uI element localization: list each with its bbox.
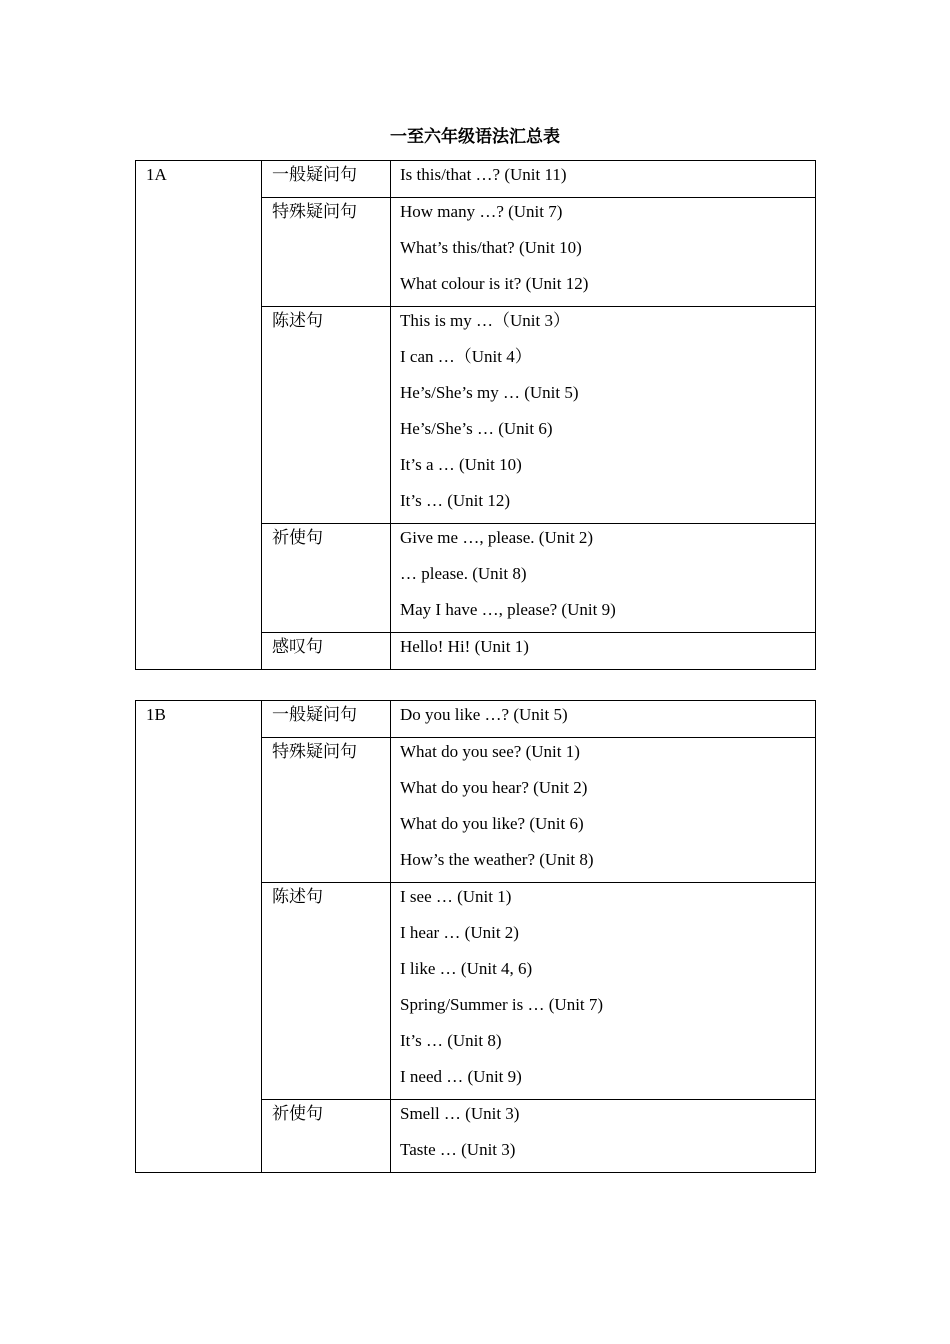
grade-cell xyxy=(136,701,262,1173)
sentence-type-cell xyxy=(262,633,391,670)
pattern-line: What do you hear? (Unit 2) xyxy=(400,778,588,797)
pattern-line: Do you like …? (Unit 5) xyxy=(400,705,568,724)
pattern-line: Hello! Hi! (Unit 1) xyxy=(400,637,529,656)
pattern-line: I hear … (Unit 2) xyxy=(400,923,519,942)
grammar-table-1b xyxy=(135,700,816,1173)
pattern-line: Is this/that …? (Unit 11) xyxy=(400,165,567,184)
sentence-type-label: 感叹句 xyxy=(272,637,323,656)
sentence-type-cell xyxy=(262,1100,391,1173)
sentence-type-label: 陈述句 xyxy=(272,311,323,330)
table-row xyxy=(136,161,816,198)
pattern-line: Spring/Summer is … (Unit 7) xyxy=(400,995,604,1014)
pattern-cell xyxy=(391,307,816,524)
pattern-line: How many …? (Unit 7) xyxy=(400,202,563,221)
sentence-type-label: 祈使句 xyxy=(272,528,323,547)
pattern-line: Smell … (Unit 3) xyxy=(400,1104,520,1123)
grade-cell xyxy=(136,161,262,670)
sentence-type-label: 特殊疑问句 xyxy=(272,202,357,221)
pattern-cell xyxy=(391,701,816,738)
pattern-line: How’s the weather? (Unit 8) xyxy=(400,850,594,869)
pattern-line: I see … (Unit 1) xyxy=(400,887,512,906)
pattern-line: … please. (Unit 8) xyxy=(400,564,527,583)
sentence-type-label: 陈述句 xyxy=(272,887,323,906)
sentence-type-cell xyxy=(262,524,391,633)
pattern-line: May I have …, please? (Unit 9) xyxy=(400,600,616,619)
pattern-line: He’s/She’s … (Unit 6) xyxy=(400,419,553,438)
pattern-line: He’s/She’s my … (Unit 5) xyxy=(400,383,579,402)
sentence-type-cell xyxy=(262,883,391,1100)
sentence-type-label: 一般疑问句 xyxy=(272,165,357,184)
sentence-type-cell xyxy=(262,307,391,524)
sentence-type-label: 祈使句 xyxy=(272,1104,323,1123)
grammar-table-1a xyxy=(135,160,816,670)
pattern-cell xyxy=(391,633,816,670)
pattern-line: I can …（Unit 4） xyxy=(400,347,532,366)
grade-label: 1A xyxy=(146,165,167,184)
pattern-cell xyxy=(391,883,816,1100)
pattern-line: Give me …, please. (Unit 2) xyxy=(400,528,594,547)
pattern-line: I like … (Unit 4, 6) xyxy=(400,959,533,978)
sentence-type-label: 特殊疑问句 xyxy=(272,742,357,761)
pattern-line: It’s … (Unit 8) xyxy=(400,1031,502,1050)
pattern-line: What do you see? (Unit 1) xyxy=(400,742,580,761)
pattern-cell xyxy=(391,524,816,633)
pattern-cell xyxy=(391,738,816,883)
pattern-line: What colour is it? (Unit 12) xyxy=(400,274,589,293)
pattern-line: I need … (Unit 9) xyxy=(400,1067,522,1086)
pattern-line: It’s … (Unit 12) xyxy=(400,491,511,510)
pattern-cell xyxy=(391,1100,816,1173)
page-title: 一至六年级语法汇总表 xyxy=(390,127,560,146)
sentence-type-cell xyxy=(262,738,391,883)
pattern-cell xyxy=(391,161,816,198)
sentence-type-label: 一般疑问句 xyxy=(272,705,357,724)
sentence-type-cell xyxy=(262,701,391,738)
pattern-line: It’s a … (Unit 10) xyxy=(400,455,522,474)
grade-label: 1B xyxy=(146,705,166,724)
sentence-type-cell xyxy=(262,198,391,307)
sentence-type-cell xyxy=(262,161,391,198)
table-row xyxy=(136,701,816,738)
pattern-line: What do you like? (Unit 6) xyxy=(400,814,584,833)
pattern-line: Taste … (Unit 3) xyxy=(400,1140,516,1159)
pattern-line: This is my …（Unit 3） xyxy=(400,311,571,330)
pattern-line: What’s this/that? (Unit 10) xyxy=(400,238,582,257)
pattern-cell xyxy=(391,198,816,307)
